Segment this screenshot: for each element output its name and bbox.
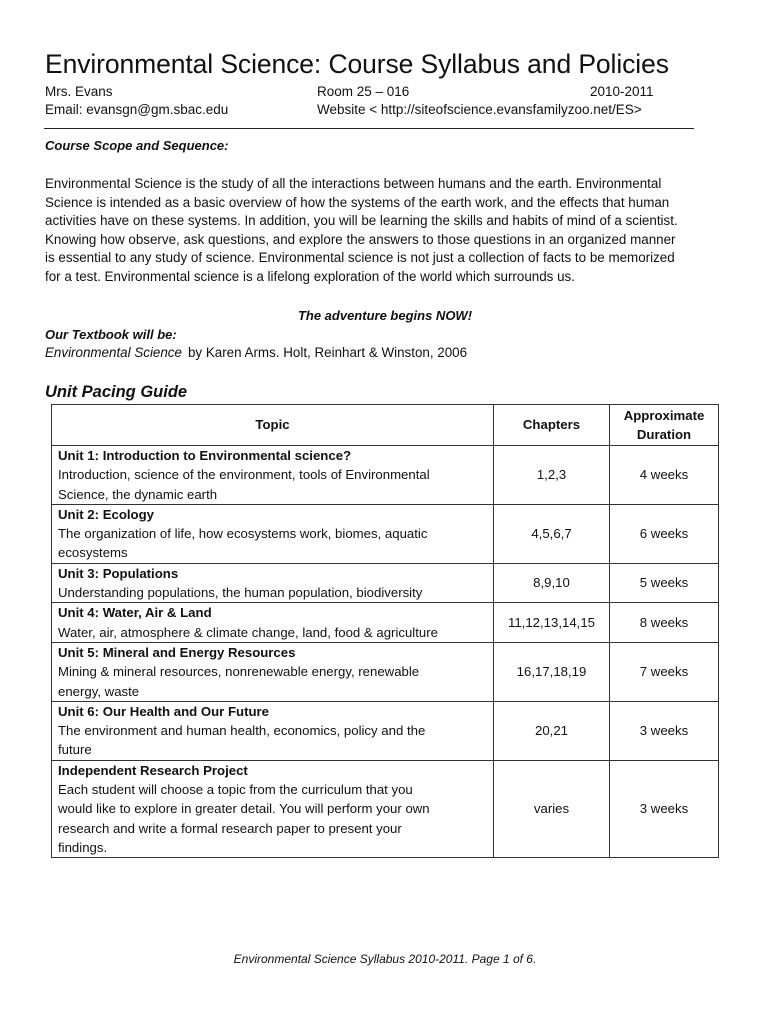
topic-cell <box>52 701 494 760</box>
header-line-2 <box>45 101 642 119</box>
unit-title: Unit 1: Introduction to Environmental science? <box>58 448 352 463</box>
room-number: Room 25 – 016 <box>317 84 410 99</box>
textbook-line <box>45 345 467 360</box>
table-row <box>52 760 719 857</box>
chapters-cell: varies <box>494 760 610 857</box>
pacing-table <box>51 404 719 858</box>
duration-header-line-1: Approximate <box>623 407 705 423</box>
duration-cell: 3 weeks <box>610 760 719 857</box>
table-row <box>52 563 719 603</box>
unit-title: Unit 5: Mineral and Energy Resources <box>58 644 296 660</box>
topic-cell <box>52 760 494 857</box>
table-row <box>52 446 719 505</box>
topic-cell <box>52 603 494 643</box>
chapters-cell: 4,5,6,7 <box>494 504 610 563</box>
page-title: Environmental Science: Course Syllabus and Policies <box>45 49 669 79</box>
unit-title: Unit 3: Populations <box>58 565 179 581</box>
unit-title: Unit 4: Water, Air & Land <box>58 605 212 621</box>
scope-line: Science is intended as a basic overview of how the systems of the earth work, and the effects that human <box>45 194 670 210</box>
table-header-row <box>52 405 719 446</box>
textbook-title: Environmental Science <box>45 345 182 360</box>
scope-line: Knowing how observe, ask questions, and explore the answers to those questions in an organized manner <box>45 231 676 247</box>
table-row <box>52 504 719 563</box>
table-row <box>52 603 719 643</box>
textbook-heading: Our Textbook will be: <box>45 327 177 342</box>
chapters-column-header: Chapters <box>494 405 610 446</box>
chapters-cell: 11,12,13,14,15 <box>494 603 610 643</box>
header-line-1 <box>45 83 654 101</box>
duration-cell: 5 weeks <box>610 563 719 603</box>
header-divider <box>44 128 694 129</box>
website-link[interactable]: Website < http://siteofscience.evansfamilyzoo.net/ES> <box>317 102 642 117</box>
duration-column-header <box>610 405 719 446</box>
unit-description-line: Mining & mineral resources, nonrenewable energy, renewable <box>58 664 420 680</box>
duration-cell: 6 weeks <box>610 504 719 563</box>
unit-description-line: future <box>58 742 92 758</box>
unit-description <box>58 524 487 563</box>
unit-title: Unit 2: Ecology <box>58 506 154 522</box>
unit-description-line: The environment and human health, economics, policy and the <box>58 723 426 739</box>
topic-cell <box>52 642 494 701</box>
chapters-cell: 1,2,3 <box>494 446 610 505</box>
duration-cell: 7 weeks <box>610 642 719 701</box>
chapters-cell: 16,17,18,19 <box>494 642 610 701</box>
scope-line: activities have on these systems. In addition, you will be learning the skills and habits of mind of a scientist. <box>45 213 678 229</box>
scope-line: for a test. Environmental science is a lifelong exploration of the world which surrounds us. <box>45 268 575 284</box>
textbook-details: by Karen Arms. Holt, Reinhart & Winston, 2006 <box>187 345 468 360</box>
unit-title: Unit 6: Our Health and Our Future <box>58 703 270 719</box>
unit-description <box>58 623 487 642</box>
duration-cell: 3 weeks <box>610 701 719 760</box>
scope-line: is essential to any study of science. Environmental science is not just a collection of facts to be memorized <box>45 250 675 266</box>
scope-heading: Course Scope and Sequence: <box>45 138 229 153</box>
topic-column-header: Topic <box>52 405 494 446</box>
unit-description <box>58 780 487 857</box>
unit-description <box>58 662 487 701</box>
unit-description-line: would like to explore in greater detail. You will perform your own <box>58 801 430 817</box>
scope-line: Environmental Science is the study of all the interactions between humans and the earth. Environmental <box>45 176 662 191</box>
duration-cell: 8 weeks <box>610 603 719 643</box>
adventure-line: The adventure begins NOW! <box>297 308 473 323</box>
unit-description-line: Water, air, atmosphere & climate change, land, food & agriculture <box>58 624 438 640</box>
unit-description <box>58 583 487 602</box>
table-row <box>52 701 719 760</box>
unit-description-line: ecosystems <box>58 545 128 561</box>
teacher-name: Mrs. Evans <box>45 84 113 99</box>
chapters-cell: 8,9,10 <box>494 563 610 603</box>
unit-description <box>58 721 487 760</box>
topic-cell <box>52 563 494 603</box>
unit-description-line: The organization of life, how ecosystems work, biomes, aquatic <box>58 526 428 542</box>
chapters-cell: 20,21 <box>494 701 610 760</box>
unit-description-line: research and write a formal research paper to present your <box>58 820 402 836</box>
table-row <box>52 642 719 701</box>
unit-title: Independent Research Project <box>58 762 248 778</box>
page-footer: Environmental Science Syllabus 2010-2011. Page 1 of 6. <box>233 952 537 966</box>
unit-description-line: Each student will choose a topic from the curriculum that you <box>58 782 413 798</box>
unit-description-line: findings. <box>58 839 108 855</box>
topic-cell <box>52 446 494 505</box>
duration-header-line-2: Duration <box>636 427 692 442</box>
unit-description-line: Science, the dynamic earth <box>58 486 218 502</box>
email[interactable]: Email: evansgn@gm.sbac.edu <box>45 102 229 117</box>
pacing-heading: Unit Pacing Guide <box>45 383 188 401</box>
school-year: 2010-2011 <box>590 84 654 99</box>
unit-description-line: energy, waste <box>58 683 140 699</box>
unit-description-line: Introduction, science of the environment, tools of Environmental <box>58 467 430 483</box>
unit-description-line: Understanding populations, the human population, biodiversity <box>58 585 423 601</box>
scope-paragraph <box>45 175 735 287</box>
duration-cell: 4 weeks <box>610 446 719 505</box>
unit-description <box>58 465 487 504</box>
topic-cell <box>52 504 494 563</box>
